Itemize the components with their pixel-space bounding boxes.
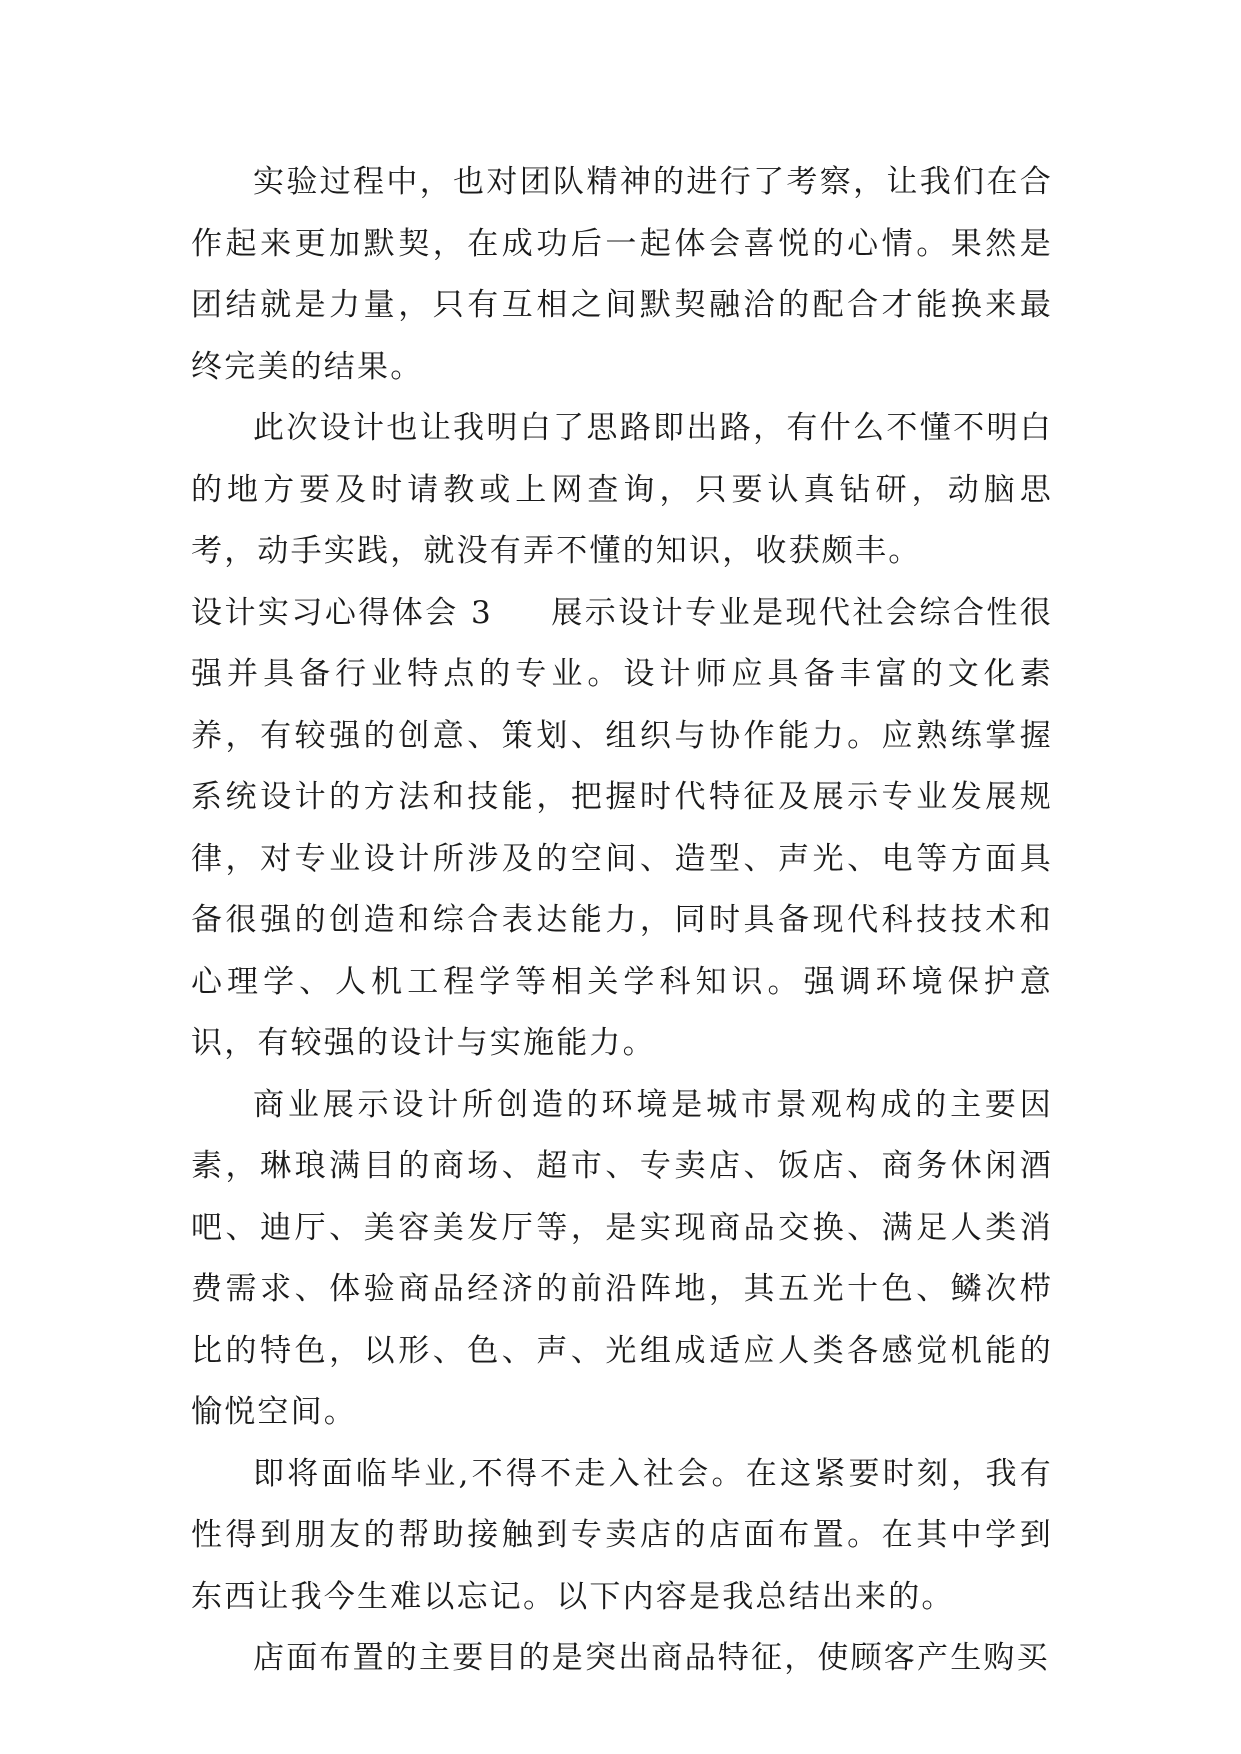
paragraph-design-lesson: 此次设计也让我明白了思路即出路，有什么不懂不明白的地方要及时请教或上网查询，只要认真钻研，动脑思考，动手实践，就没有弄不懂的知识，收获颇丰。: [191, 410, 1053, 569]
section-3-first-paragraph: 展示设计专业是现代社会综合性很强并具备行业特点的专业。设计师应具备丰富的文化素养，有较强的创意、策划、组织与协作能力。应熟练掌握系统设计的方法和技能，把握时代特征及展示专业发展规律，对专业设计所涉及的空间、造型、声光、电等方面具备很强的创造和综合表达能力，同时具备现代科技技术和心理学、人机工程学等相关学科知识。强调环境保护意识，有较强的设计与实施能力。: [191, 594, 1054, 1061]
paragraph-commercial-display: 商业展示设计所创造的环境是城市景观构成的主要因素，琳琅满目的商场、超市、专卖店、饭店、商务休闲酒吧、迪厅、美容美发厅等，是实现商品交换、满足人类消费需求、体验商品经济的前沿阵地，其五光十色、鳞次栉比的特色，以形、色、声、光组成适应人类各感觉机能的愉悦空间。: [191, 1086, 1053, 1430]
paragraph-graduation: 即将面临毕业,不得不走入社会。在这紧要时刻，我有性得到朋友的帮助接触到专卖店的店面布置。在其中学到东西让我今生难以忘记。以下内容是我总结出来的。: [191, 1455, 1053, 1615]
paragraph-teamwork: 实验过程中，也对团队精神的进行了考察，让我们在合作起来更加默契，在成功后一起体会喜悦的心情。果然是团结就是力量，只有互相之间默契融洽的配合才能换来最终完美的结果。: [191, 164, 1053, 385]
section-3-paragraph: [191, 583, 1053, 1075]
section-3-title: 设计实习心得体会 3: [191, 594, 493, 631]
document-body: [191, 152, 1053, 1690]
paragraph-store-layout: 店面布置的主要目的是突出商品特征，使顾客产生购买: [253, 1640, 1050, 1676]
